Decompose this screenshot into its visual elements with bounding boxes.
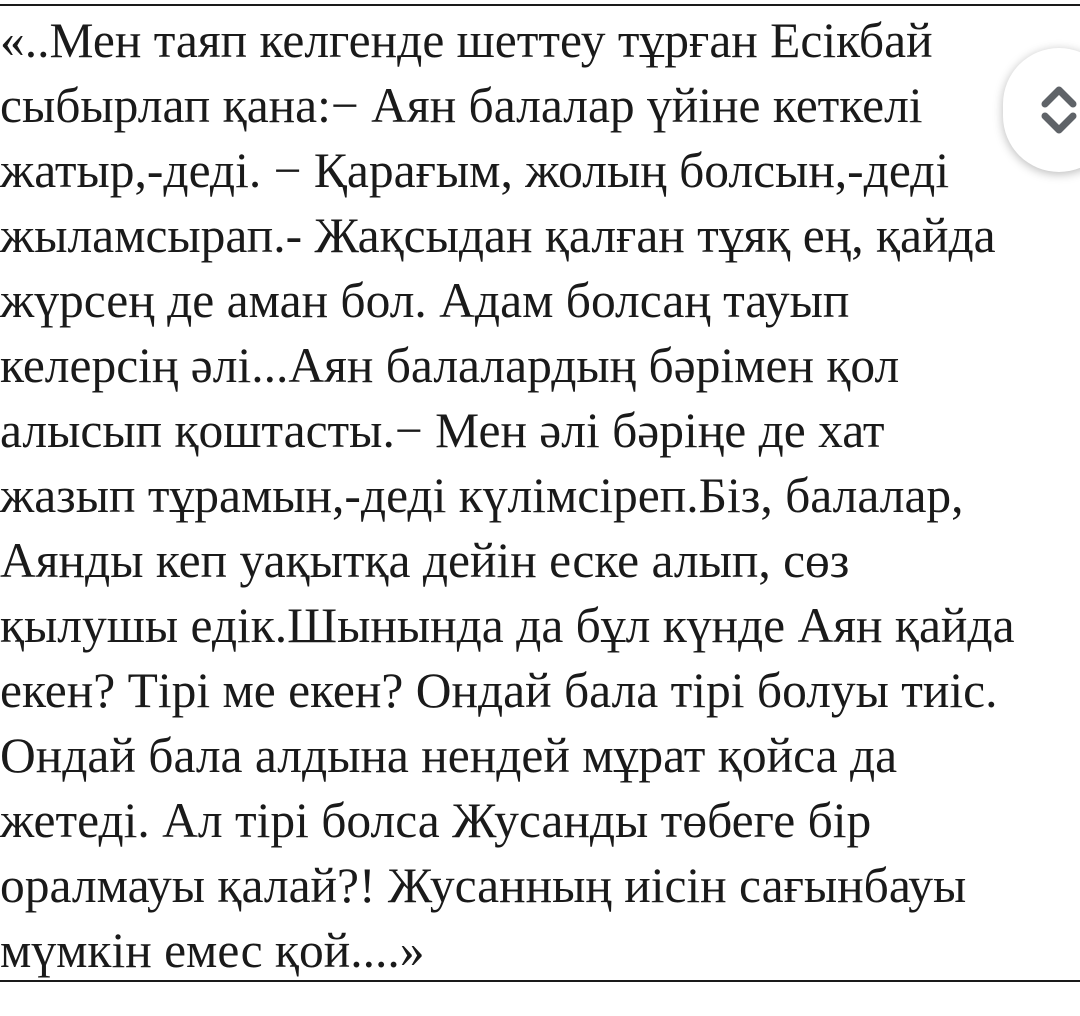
text-line-10: қылушы едік.Шынында да бұл күнде Аян қайда xyxy=(0,598,1015,653)
text-line-13: жетеді. Ал тірі болса Жусанды төбеге бір xyxy=(0,793,872,848)
text-line-5: жүрсең де аман бол. Адам болсаң тауып xyxy=(0,273,850,328)
quote-text-block xyxy=(0,8,1080,983)
text-line-9: Аянды кеп уақытқа дейін еске алып, сөз xyxy=(0,533,850,588)
top-divider xyxy=(0,4,1080,6)
text-line-14: оралмауы қалай?! Жусанның иісін сағынбауы xyxy=(0,858,967,913)
bottom-divider xyxy=(0,980,1080,982)
text-line-4: жыламсырап.- Жақсыдан қалған тұяқ ең, қайда xyxy=(0,208,996,263)
text-line-2: сыбырлап қана:− Аян балалар үйіне кеткелі xyxy=(0,78,923,133)
text-line-15: мүмкін емес қой....» xyxy=(0,923,425,978)
up-down-chevron-icon xyxy=(1039,82,1079,138)
text-line-3: жатыр,-деді. − Қарағым, жолың болсын,-деді xyxy=(0,143,950,198)
text-line-6: келерсің әлі...Аян балалардың бәрімен қол xyxy=(0,338,900,393)
text-line-11: екен? Тірі ме екен? Ондай бала тірі болуы тиіс. xyxy=(0,663,998,718)
text-line-1: «..Мен таяп келгенде шеттеу тұрған Есікбай xyxy=(0,13,933,68)
text-line-8: жазып тұрамын,-деді күлімсіреп.Біз, балалар, xyxy=(0,468,964,523)
text-line-12: Ондай бала алдына нендей мұрат қойса да xyxy=(0,728,898,783)
text-line-7: алысып қоштасты.− Мен әлі бәріңе де хат xyxy=(0,403,885,458)
